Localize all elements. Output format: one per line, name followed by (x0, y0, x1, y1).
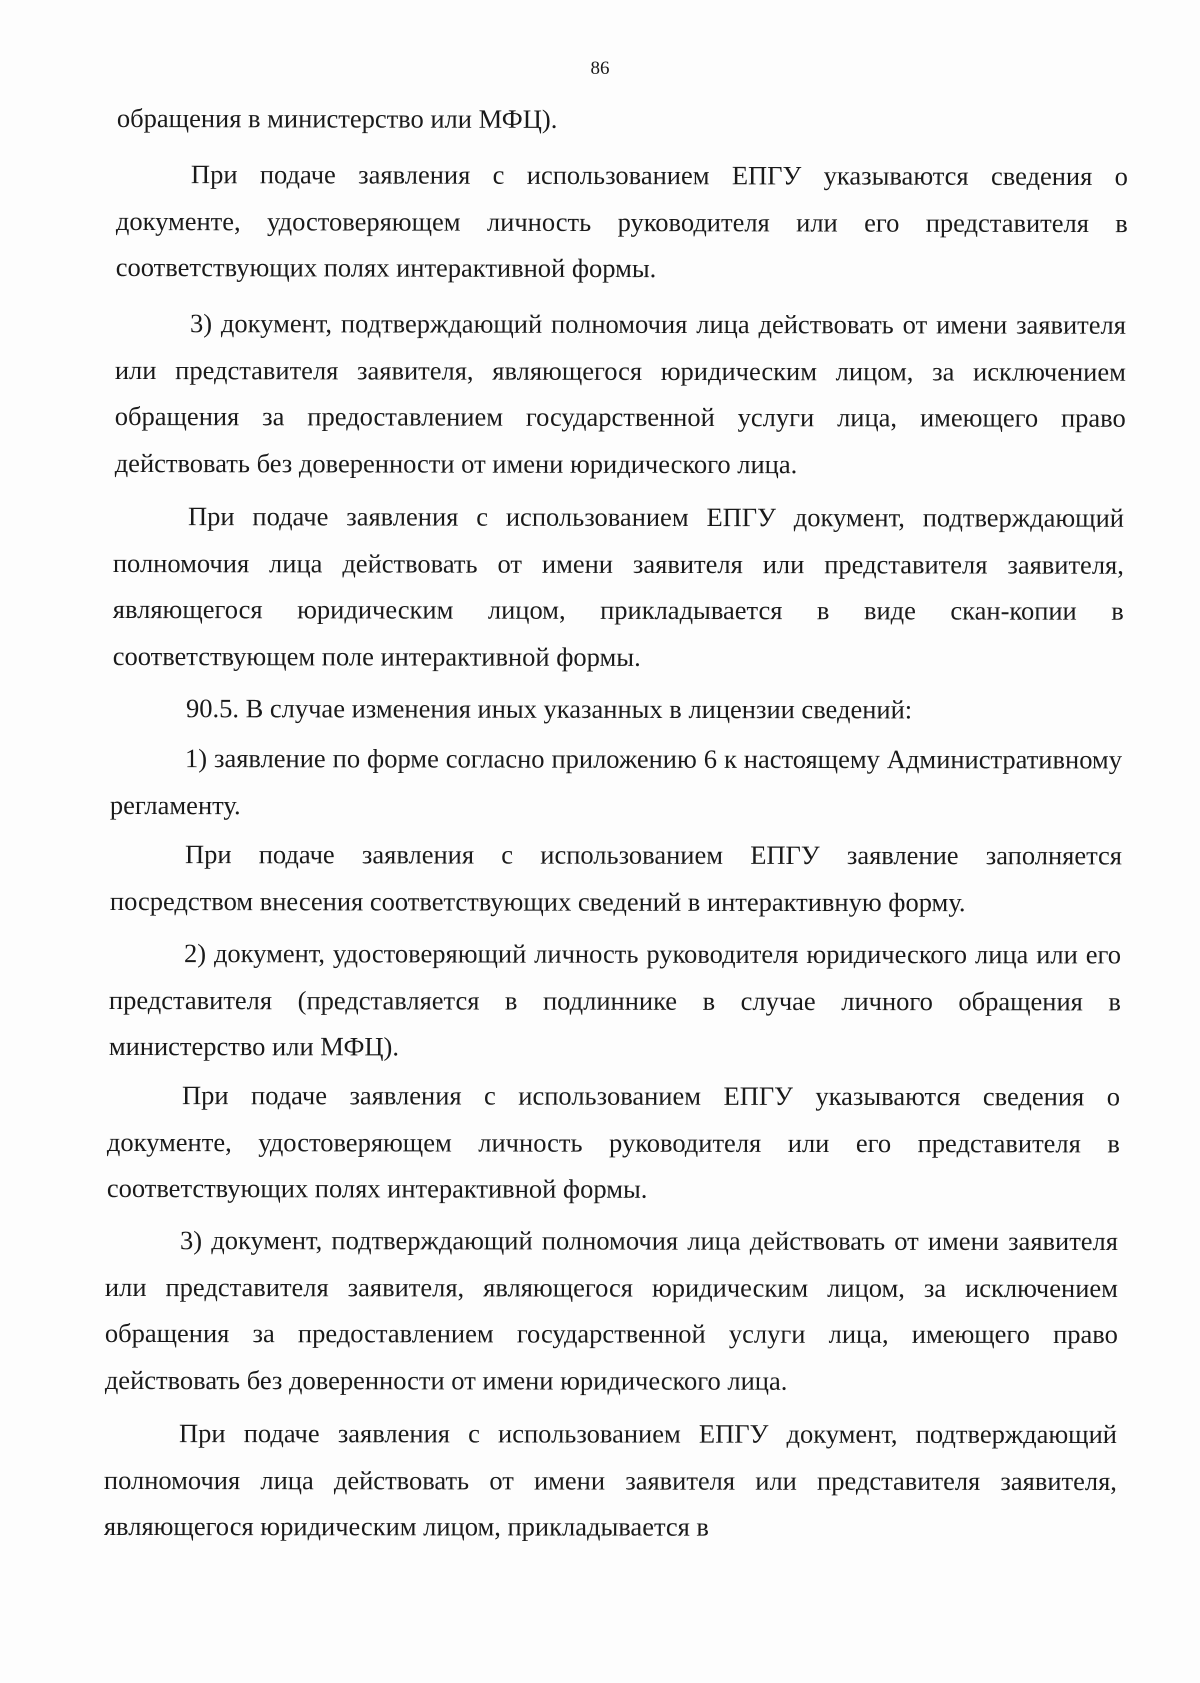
paragraph-4: При подаче заявления с использованием ЕПГУ документ, подтверждающий полномочия лица действовать от имени заявителя или представителя заявителя, являющегося юридическим лицом, прикладывается в виде скан-копии в соответствующем поле интерактивной формы. (112, 501, 1124, 672)
paragraph-1: обращения в министерство или МФЦ). (116, 102, 558, 134)
paragraph-6: 1) заявление по форме согласно приложению 6 к настоящему Административному регламенту. (109, 743, 1122, 820)
paragraph-9: При подаче заявления с использованием ЕПГУ указываются сведения о документе, удостоверяющем личность руководителя или его представителя в соответствующих полях интерактивной формы. (106, 1080, 1120, 1204)
page-number: 86 (590, 58, 610, 79)
paragraph-11: При подаче заявления с использованием ЕПГУ документ, подтверждающий полномочия лица действовать от имени заявителя или представителя заявителя, являющегося юридическим лицом, прикладывается в (103, 1418, 1117, 1542)
paragraph-2: При подаче заявления с использованием ЕПГУ указываются сведения о документе, удостоверяющем личность руководителя или его представителя в соответствующих полях интерактивной формы. (115, 159, 1128, 284)
paragraph-3: 3) документ, подтверждающий полномочия лица действовать от имени заявителя или представителя заявителя, являющегося юридическим лицом, за исключением обращения за предоставлением государственной услуги лица, имеющего право действовать без доверенности от имени юридического лица. (114, 308, 1126, 479)
paragraph-7: При подаче заявления с использованием ЕПГУ заявление заполняется посредством внесения соответствующих сведений в интерактивную форму. (109, 839, 1122, 917)
paragraph-10: 3) документ, подтверждающий полномочия лица действовать от имени заявителя или представителя заявителя, являющегося юридическим лицом, за исключением обращения за предоставлением государственной услуги лица, имеющего право действовать без доверенности от имени юридического лица. (104, 1225, 1118, 1396)
paragraph-8: 2) документ, удостоверяющий личность руководителя юридического лица или его представителя (представляется в подлиннике в случае личного обращения в министерство или МФЦ). (108, 938, 1121, 1062)
paragraph-5: 90.5. В случае изменения иных указанных в лицензии сведений: (185, 693, 913, 725)
